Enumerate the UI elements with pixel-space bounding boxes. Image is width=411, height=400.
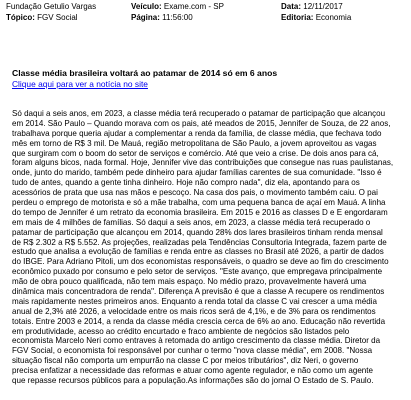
body-line: dinâmica mais concentradora de renda". Diferença A previsão é que a classe A recupere os rendimentos xyxy=(12,287,385,297)
page-cell xyxy=(131,12,281,23)
vehicle-cell xyxy=(131,1,281,12)
body-line: FGV Social, o economista foi responsável por cunhar o termo "nova classe média", em 2008. "Nossa xyxy=(12,346,373,356)
page-label: Página: xyxy=(131,13,160,22)
body-line: mês em torno de R$ 3 mil. De Mauá, região metropolitana de São Paulo, a jovem aproveitou as vagas xyxy=(12,138,377,148)
body-line: patamar de participação que alcançou em 2014, quando 28% dos lares brasileiros tinham renda mensal xyxy=(12,227,383,237)
body-line: em 2014. São Paulo – Quando morava com os pais, até meados de 2015, Jennifer de Souza, de 22 anos, xyxy=(12,118,391,128)
body-line: em produtividade, acesso ao crédito encurtado e fraco ambiente de negócios são listados pelo xyxy=(12,326,350,336)
body-line: que repasse recursos públicos para a população.As informações são do jornal O Estado de S. Paulo. xyxy=(12,376,374,386)
topic-cell xyxy=(6,12,131,23)
body-line: perdeu o emprego de motorista e só a mãe trabalha, com uma pequena banca de açaí em Mauá. A linha xyxy=(12,198,386,208)
body-line: tudo de antes, quando a gente tinha dinheiro. Hoje não compro nada", diz ela, apontando para os xyxy=(12,178,360,188)
body-line: economista Marcelo Neri como entraves à retomada do antigo crescimento da classe média. Diretor da xyxy=(12,336,381,346)
clipping-header xyxy=(6,1,406,23)
article-body xyxy=(12,109,402,386)
vehicle-label: Veículo: xyxy=(131,2,162,11)
institution-cell xyxy=(6,1,131,12)
body-line: que surgiram com o boom do setor de serviços e comércio. Até que veio a crise. De dois anos para cá, xyxy=(12,148,379,158)
section-cell xyxy=(281,12,406,23)
section-label: Editoria: xyxy=(281,13,314,22)
topic-label: Tópico: xyxy=(6,13,35,22)
body-line: do tempo de Jennifer é um retrato da economia brasileira. Em 2015 e 2016 as classes D e E engordaram xyxy=(12,207,388,217)
body-line: mais rapidamente nestes primeiros anos. Enquanto a renda total da classe C vai crescer a uma média xyxy=(12,296,377,306)
institution-name: Fundação Getulio Vargas xyxy=(6,2,97,11)
body-line: em mais de 4 milhões de famílias. Só daqui a seis anos, em 2023, a classe média terá recuperado o xyxy=(12,217,371,227)
body-line: onde, junto do marido, também pede dinheiro para ajudar famílias carentes de sua comunidade. "Isso é xyxy=(12,168,382,178)
body-line: situação fiscal não comporta um empurrão na classe C por meios tributários", diz Neri, o governo xyxy=(12,356,359,366)
date-label: Data: xyxy=(281,2,302,11)
body-line: totais. Entre 2003 e 2014, a renda da classe média crescia cerca de 6% ao ano. Educação não revertida xyxy=(12,316,386,326)
view-on-site-link[interactable]: Clique aqui para ver a notícia no site xyxy=(12,79,148,89)
body-line: foram alguns bicos, nada formal. Hoje, Jennifer vive das contribuições que consegue nas ruas paulistanas, xyxy=(12,158,394,168)
date-value: 12/11/2017 xyxy=(303,2,343,11)
header-row-2 xyxy=(6,12,406,23)
date-cell xyxy=(281,1,406,12)
body-line: econômico puxado por consumo e pelo setor de serviços. "Este avanço, que empregava principalmente xyxy=(12,267,383,277)
topic-value: FGV Social xyxy=(37,13,78,22)
body-line: trabalhava porque queria ajudar a complementar a renda da família, de classe média, que fechava todo xyxy=(12,128,382,138)
body-line: do IBGE. Para Adriano Pitoli, um dos economistas responsáveis, o quadro se deve ao fim do crescimento xyxy=(12,257,389,267)
body-line: mão de obra pouco qualificada, não tem mais espaço. No médio prazo, provavelmente haverá uma xyxy=(12,277,367,287)
body-line: de R$ 2.302 a R$ 5.552. As projeções, realizadas pela Tendências Consultoria Integrada, fazem parte de xyxy=(12,237,387,247)
section-value: Economia xyxy=(315,13,352,22)
article-title: Classe média brasileira voltará ao patamar de 2014 só em 6 anos xyxy=(12,68,278,78)
body-line: estudo que analisa a evolução de famílias e renda entre as classes no Brasil até 2026, a partir de dados xyxy=(12,247,384,257)
vehicle-value: Exame.com - SP xyxy=(163,2,224,11)
body-line: precisa enfatizar a necessidade das reformas e atuar como agente regulador, e não como um agente xyxy=(12,366,373,376)
body-line: Só daqui a seis anos, em 2023, a classe média terá recuperado o patamar de participação que alcançou xyxy=(12,109,386,118)
header-row-1 xyxy=(6,1,406,12)
body-line: acessórios de prata que usa nas mãos e pescoço. Na casa dos pais, o movimento também caiu. O pai xyxy=(12,188,378,198)
body-line: anual de 2,3% até 2026, a velocidade entre os mais ricos será de 4,1%, e de 3% para os rendimentos xyxy=(12,306,376,316)
page-value: 11:56:00 xyxy=(162,13,193,22)
